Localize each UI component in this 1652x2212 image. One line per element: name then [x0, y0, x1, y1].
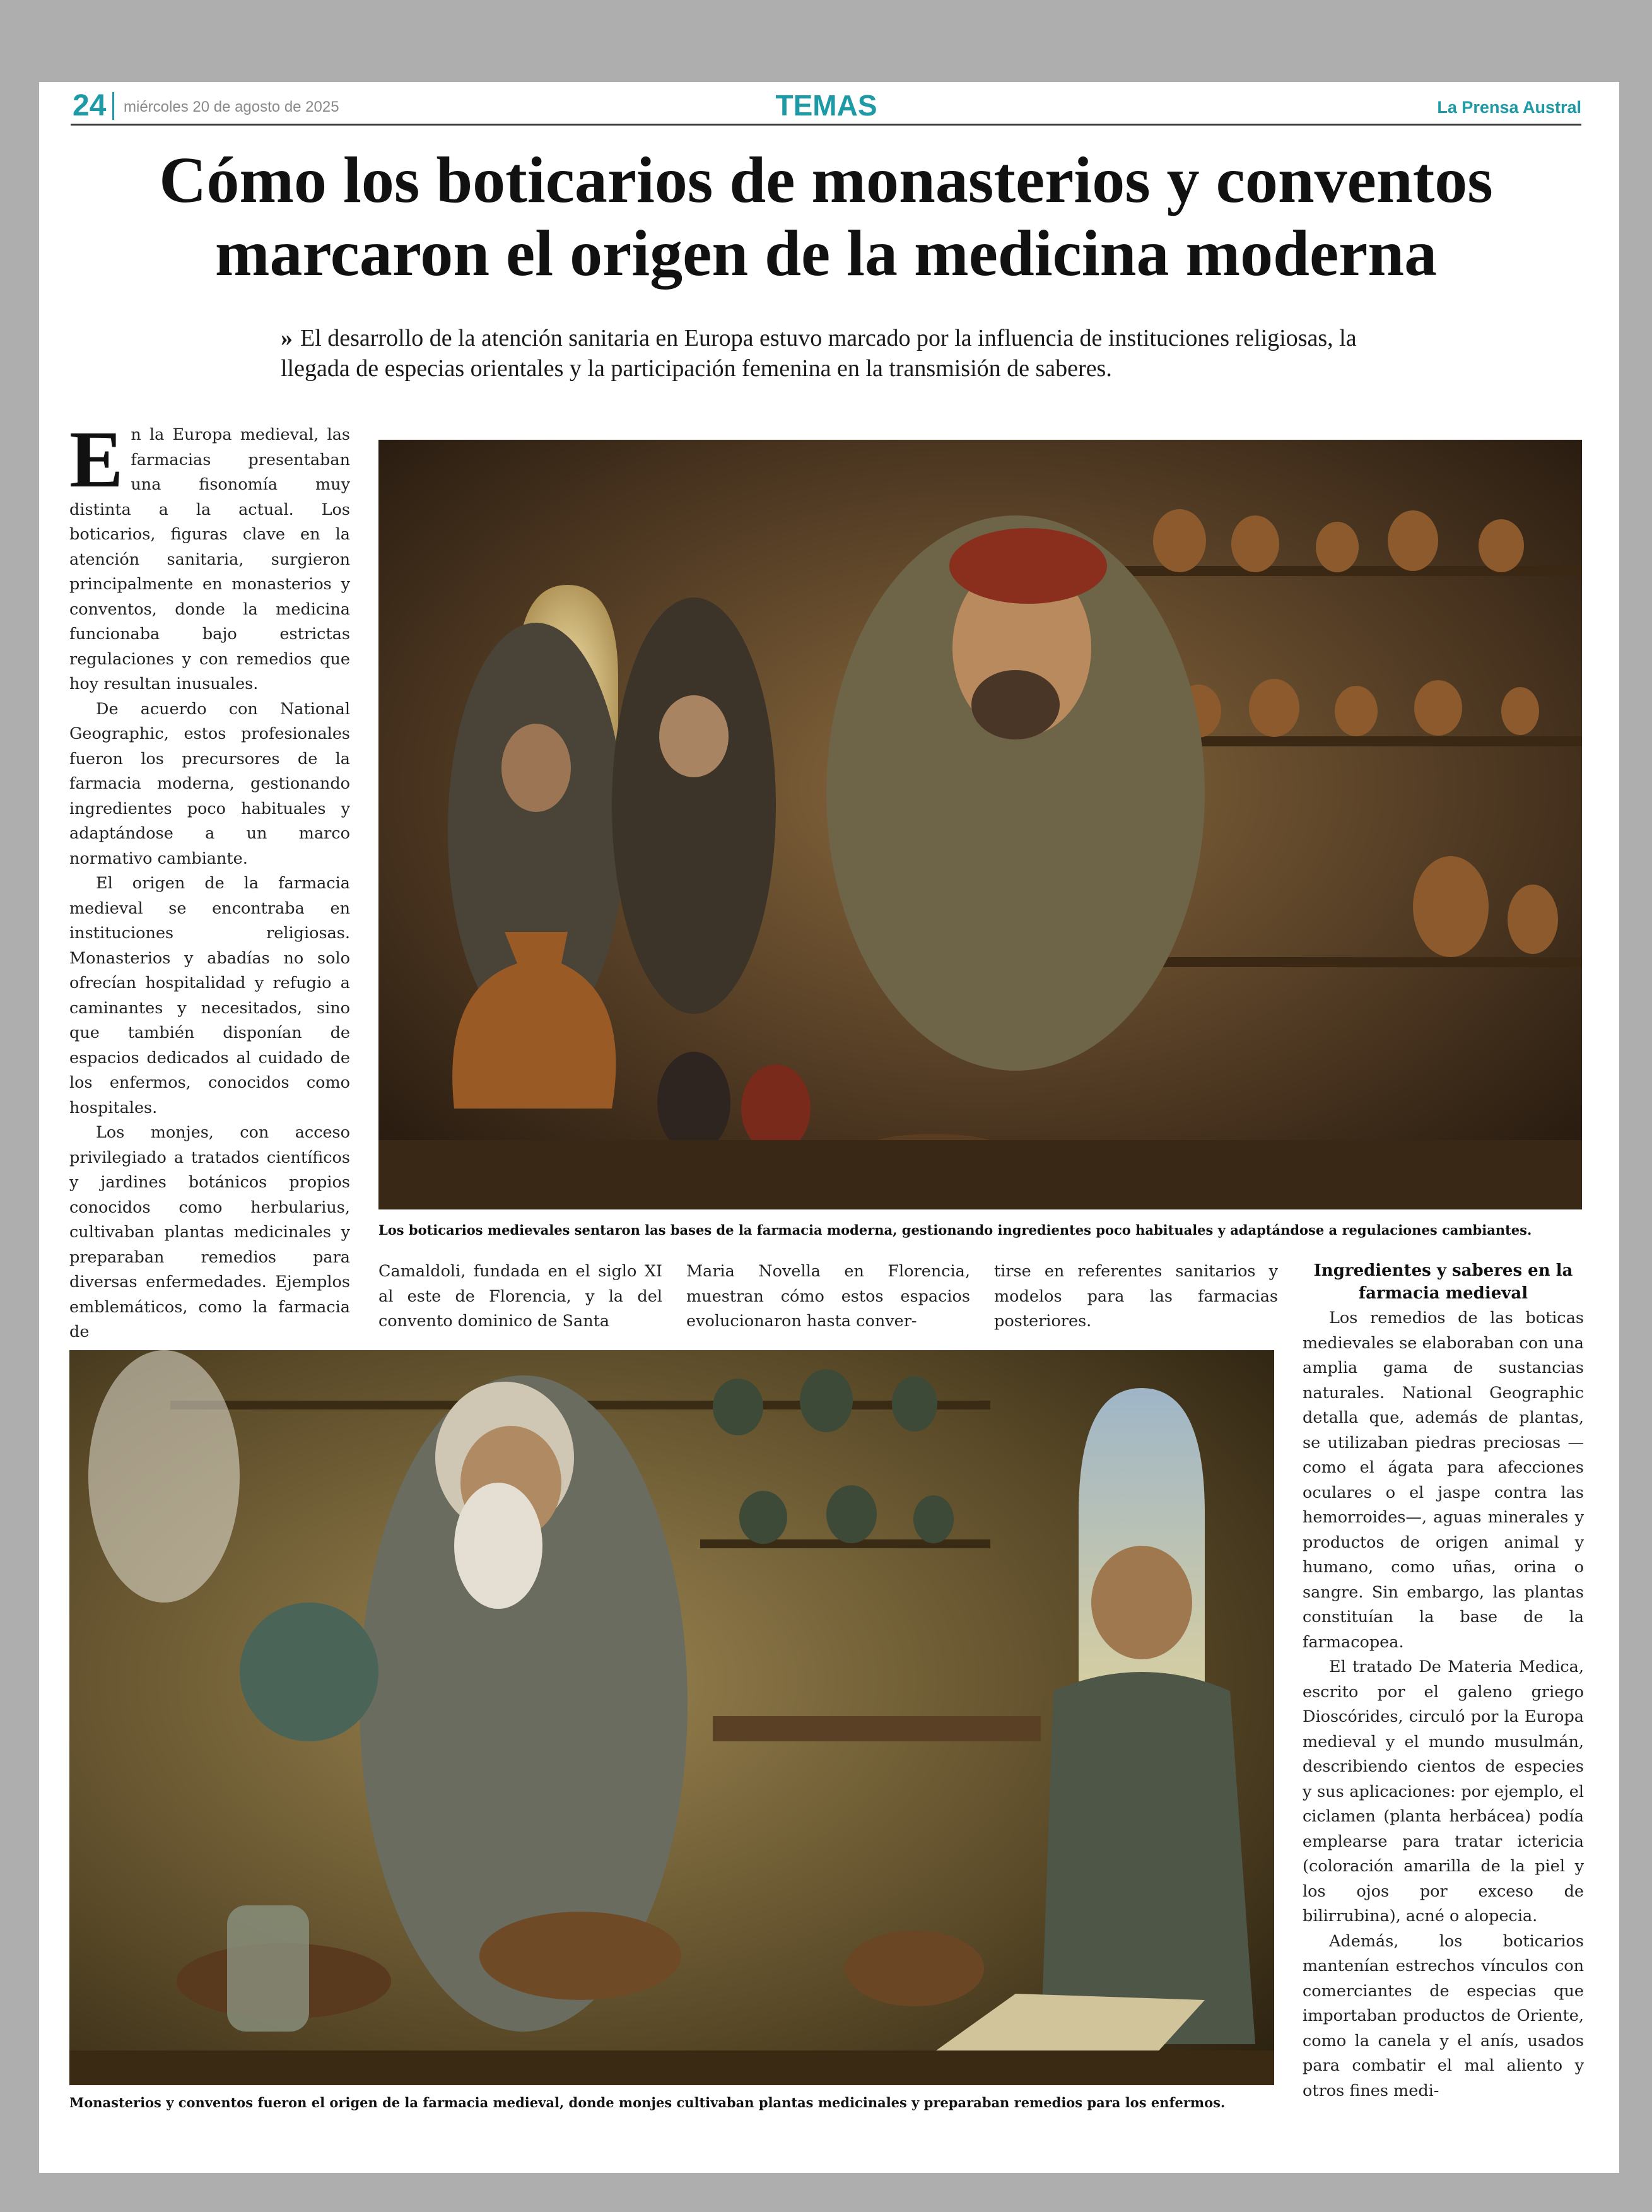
headline-line-1: Cómo los boticarios de monasterios y conventos — [159, 144, 1493, 216]
headline-line-2: marcaron el origen de la medicina moderna — [214, 217, 1438, 290]
column-3b — [994, 1259, 1278, 1334]
drop-cap: E — [69, 415, 124, 504]
paragraph: De acuerdo con National Geographic, estos profesionales fueron los precursores de la farmacia moderna, gestionando ingredientes poco habituales y adaptándose a un marco normativo cambiante. — [69, 699, 350, 868]
issue-date: miércoles 20 de agosto de 2025 — [124, 98, 339, 115]
page-number: 24 — [73, 89, 107, 122]
image-caption-1: Los boticarios medievales sentaron las bases de la farmacia moderna, gestionando ingredientes poco habituales y adaptándose a regulaciones cambiantes. — [378, 1222, 1532, 1238]
paragraph-text: n la Europa medieval, las farmacias presentaban una fisonomía muy distinta a la actual. Los boticarios, figuras clave en la atención sanitaria, surgieron principalmente en monasterios y conventos, donde la medicina funcionaba bajo estrictas regulaciones y con remedios que hoy resultan inusuales. — [69, 425, 350, 693]
section-label: TEMAS — [775, 89, 877, 122]
column-4 — [1303, 1259, 1584, 2103]
headline — [71, 144, 1581, 290]
apothecary-painting-illustration — [378, 440, 1582, 1209]
newspaper-name: La Prensa Austral — [1437, 98, 1581, 117]
deck-text: El desarrollo de la atención sanitaria en Europa estuvo marcado por la influencia de instituciones religiosas, la llegada de especias orientales y la participación femenina en la transmisión de saberes. — [281, 325, 1357, 382]
paragraph: El tratado De Materia Medica, escrito por el galeno griego Dioscórides, circuló por la Europa medieval y el mundo musulmán, describiendo cientos de especies y sus aplicaciones: por ejemplo, el ciclamen (planta herbácea) podía emplearse para tratar ictericia (coloración amarilla de la piel y los ojos por exceso de bilirrubina), acné o alopecia. — [1303, 1657, 1584, 1926]
column-1 — [69, 415, 350, 1345]
column-2 — [378, 1259, 662, 1334]
monastery-pharmacy-illustration — [69, 1350, 1274, 2085]
paragraph: tirse en referentes sanitarios y modelos para las farmacias posteriores. — [994, 1262, 1278, 1331]
paragraph: Camaldoli, fundada en el siglo XI al este de Florencia, y la del convento dominico de Santa — [378, 1262, 662, 1331]
paragraph: Además, los boticarios mantenían estrechos vínculos con comerciantes de especias que importaban productos de Oriente, como la canela y el anís, usados para combatir el mal aliento y otros fines medi- — [1303, 1931, 1584, 2100]
deck-arrow-icon: » — [281, 325, 293, 351]
apothecary-painting-image — [378, 440, 1582, 1209]
column-3 — [686, 1259, 970, 1334]
article-deck — [281, 323, 1403, 384]
monastery-pharmacy-image — [69, 1350, 1274, 2085]
paragraph: Los monjes, con acceso privilegiado a tratados científicos y jardines botánicos propios conocidos como herbularius, cultivaban plantas medicinales y preparaban remedios para diversas enfermedades. Ejemplos emblemáticos, como la farmacia de — [69, 1123, 350, 1341]
page-number-divider — [112, 92, 114, 120]
header-rule — [71, 124, 1581, 126]
paragraph — [69, 415, 350, 697]
subheading: Ingredientes y saberes en la farmacia medieval — [1313, 1261, 1573, 1303]
paragraph: Los remedios de las boticas medievales se elaboraban con una amplia gama de sustancias naturales. National Geographic detalla que, además de plantas, se utilizaban piedras preciosas —como el ágata para afecciones oculares o el jaspe contra las hemorroides—, aguas minerales y productos de origen animal y humano, como uñas, orina o sangre. Sin embargo, las plantas constituían la base de la farmacopea. — [1303, 1309, 1584, 1652]
image-caption-2: Monasterios y conventos fueron el origen de la farmacia medieval, donde monjes cultivaban plantas medicinales y preparaban remedios para los enfermos. — [69, 2095, 1226, 2110]
paragraph: El origen de la farmacia medieval se encontraba en instituciones religiosas. Monasterios y abadías no solo ofrecían hospitalidad y refugio a caminantes y necesitados, sino que también disponían de espacios dedicados al cuidado de los enfermos, conocidos como hospitales. — [69, 874, 350, 1117]
paragraph: Maria Novella en Florencia, muestran cómo estos espacios evolucionaron hasta conver- — [686, 1262, 970, 1331]
